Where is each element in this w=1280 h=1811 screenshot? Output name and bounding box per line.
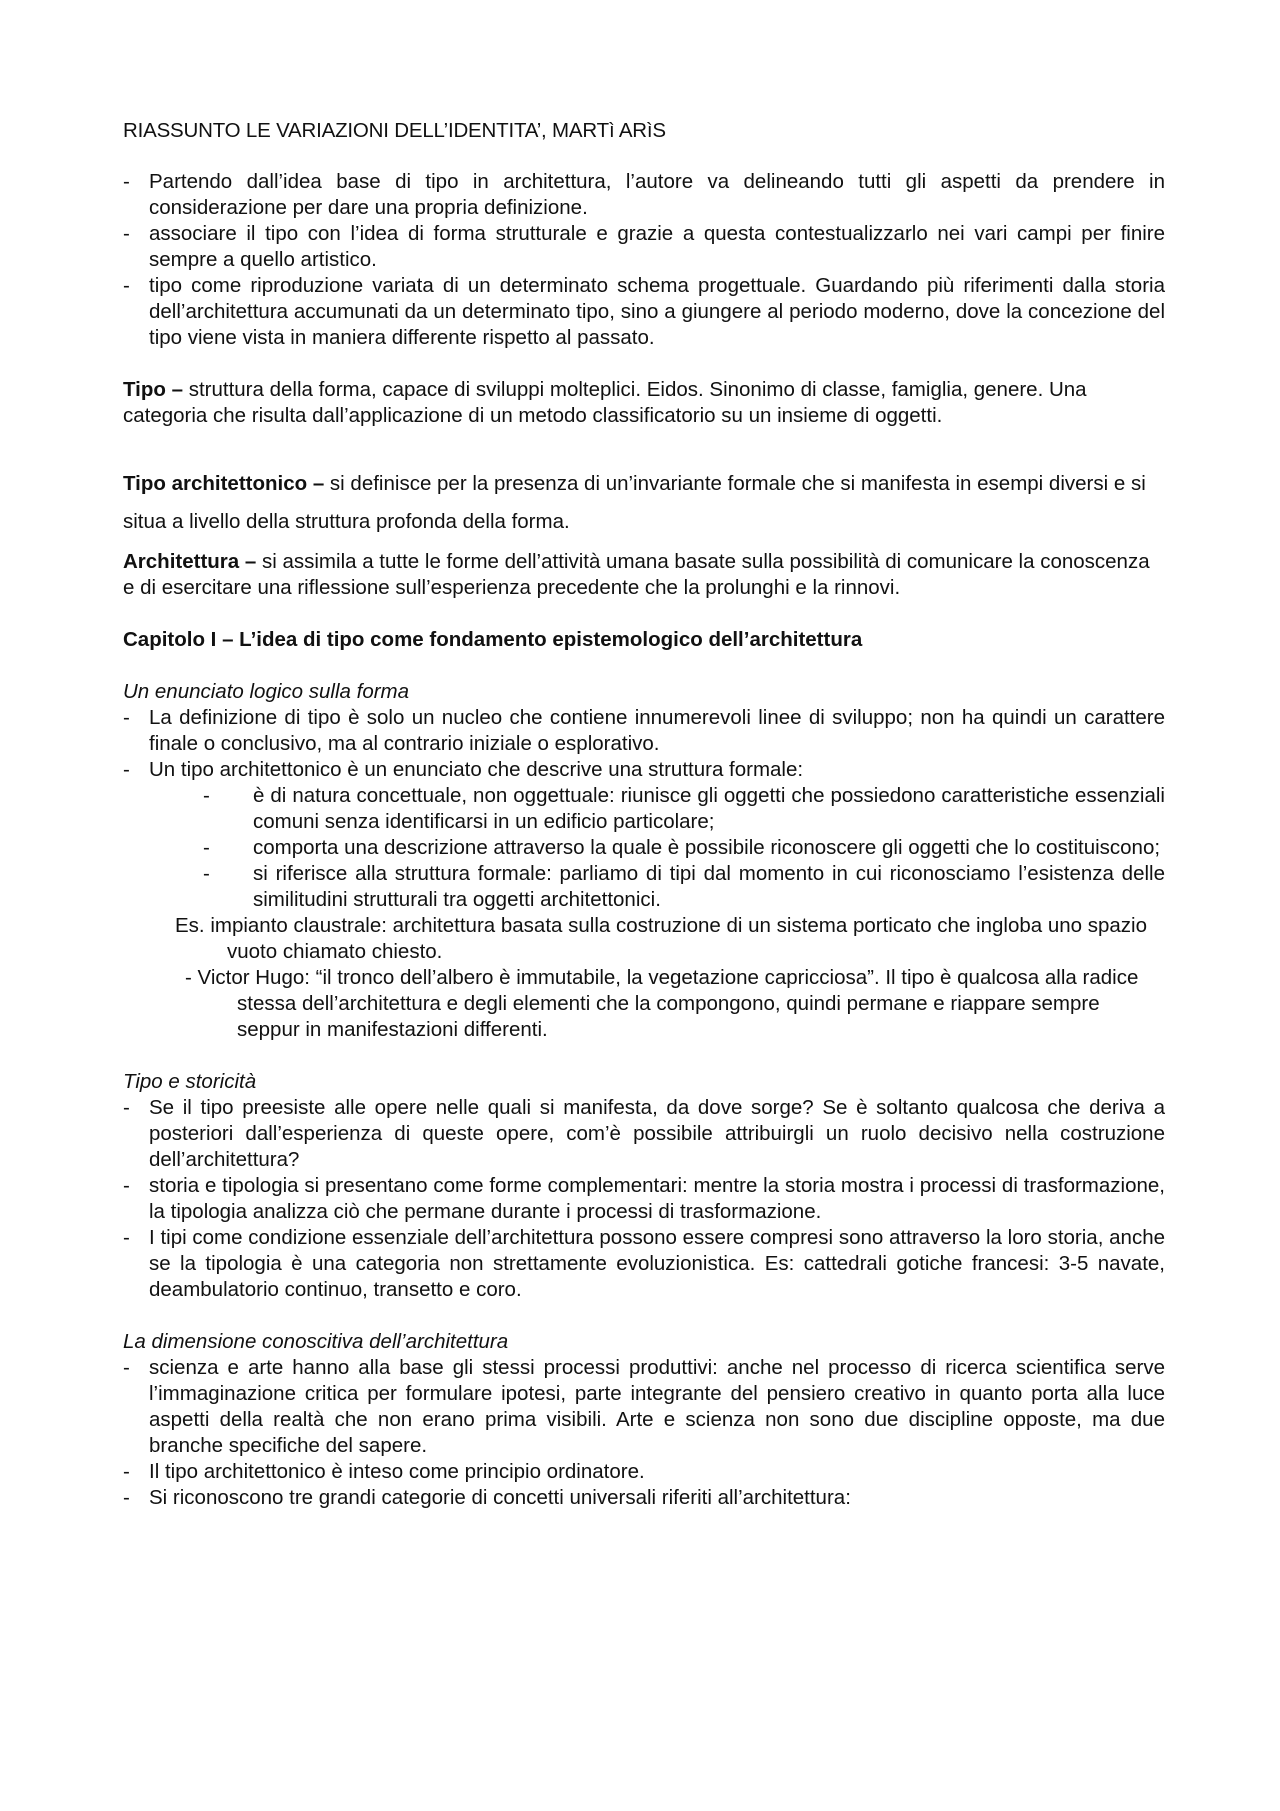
definition-tipo-architettonico [123,465,1165,541]
intro-bullet: - Partendo dall’idea base di tipo in architettura, l’autore va delineando tutti gli aspetti da prendere in considerazione per dare una propria definizione. [123,169,1165,221]
section-title: Un enunciato logico sulla forma [123,680,410,703]
intro-bullet-list [123,169,1165,351]
section-bullet: - La definizione di tipo è solo un nucleo che contiene innumerevoli linee di sviluppo; non ha quindi un carattere finale o conclusivo, ma al contrario iniziale o esplorativo. [123,705,1165,757]
chapter-title: Capitolo I – L’idea di tipo come fondamento epistemologico dell’architettura [123,628,863,651]
note-block [123,913,1165,1043]
section-bullet: - Si riconoscono tre grandi categorie di concetti universali riferiti all’architettura: [123,1485,1165,1511]
section-bullet-list [123,705,1165,913]
definition-tipo [123,377,1165,429]
definition-architettura [123,549,1165,601]
section-bullet: - scienza e arte hanno alla base gli stessi processi produttivi: anche nel processo di ricerca scientifica serve l’immaginazione critica per formulare ipotesi, parte integrante del pensiero creativo in quanto porta alla luce aspetti della realtà che non erano prima visibili. Arte e scienza non sono due discipline opposte, ma due branche specifiche del sapere. [123,1355,1165,1459]
section-bullet: - Il tipo architettonico è inteso come principio ordinatore. [123,1459,1165,1485]
section-bullet-list [123,1355,1165,1511]
definition-term: Architettura – [123,550,257,573]
sub-bullet: - è di natura concettuale, non oggettuale: riunisce gli oggetti che possiedono caratteristiche essenziali comuni senza identificarsi in un edificio particolare; [253,783,1165,835]
section-bullet: - Se il tipo preesiste alle opere nelle quali si manifesta, da dove sorge? Se è soltanto qualcosa che deriva a posteriori dall’esperienza di queste opere, com’è possibile attribuirgli un ruolo decisivo nella costruzione dell’architettura? [123,1095,1165,1173]
definition-term: Tipo architettonico – [123,472,325,495]
sub-bullet: - si riferisce alla struttura formale: parliamo di tipi dal momento in cui riconosciamo l’esistenza delle similitudini strutturali tra oggetti architettonici. [253,861,1165,913]
document-title: RIASSUNTO LE VARIAZIONI DELL’IDENTITA’, MARTì ARìS [123,119,666,142]
definition-text: si definisce per la presenza di un’invariante formale che si manifesta in esempi diversi e si situa a livello della struttura profonda della forma. [123,472,1146,533]
definition-text: si assimila a tutte le forme dell’attività umana basate sulla possibilità di comunicare la conoscenza e di esercitare una riflessione sull’esperienza precedente che la prolunghi e la rinnovi. [123,550,1150,599]
section-title: La dimensione conoscitiva dell’architettura [123,1330,509,1353]
section-bullet: - I tipi come condizione essenziale dell’architettura possono essere compresi sono attraverso la loro storia, anche se la tipologia è una categoria non strettamente evoluzionistica. Es: cattedrali gotiche francesi: 3-5 navate, deambulatorio continuo, transetto e coro. [123,1225,1165,1303]
section-bullet-list [123,1095,1165,1303]
sub-bullet: - comporta una descrizione attraverso la quale è possibile riconoscere gli oggetti che lo costituiscono; [253,835,1165,861]
section-bullet-text: Un tipo architettonico è un enunciato che descrive una struttura formale: [149,758,804,781]
definition-text: struttura della forma, capace di sviluppi molteplici. Eidos. Sinonimo di classe, famiglia, genere. Una categoria che risulta dall’applicazione di un metodo classificatorio su un insieme di oggetti. [123,378,1087,427]
section-bullet [123,757,1165,913]
quote-note: - Victor Hugo: “il tronco dell’albero è immutabile, la vegetazione capricciosa”. Il tipo è qualcosa alla radice stessa dell’architettura e degli elementi che la compongono, quindi permane e riappare sempre seppur in manifestazioni differenti. [185,966,1139,1041]
section-title: Tipo e storicità [123,1070,257,1093]
sub-bullet-list [149,783,1165,913]
example-note: Es. impianto claustrale: architettura basata sulla costruzione di un sistema porticato che ingloba uno spazio vuoto chiamato chiesto. [175,914,1148,963]
intro-bullet: - tipo come riproduzione variata di un determinato schema progettuale. Guardando più riferimenti dalla storia dell’architettura accumunati da un determinato tipo, sino a giungere al periodo moderno, dove la concezione del tipo viene vista in maniera differente rispetto al passato. [123,273,1165,351]
section-bullet: - storia e tipologia si presentano come forme complementari: mentre la storia mostra i processi di trasformazione, la tipologia analizza ciò che permane durante i processi di trasformazione. [123,1173,1165,1225]
definition-term: Tipo – [123,378,183,401]
intro-bullet: - associare il tipo con l’idea di forma strutturale e grazie a questa contestualizzarlo nei vari campi per finire sempre a quello artistico. [123,221,1165,273]
